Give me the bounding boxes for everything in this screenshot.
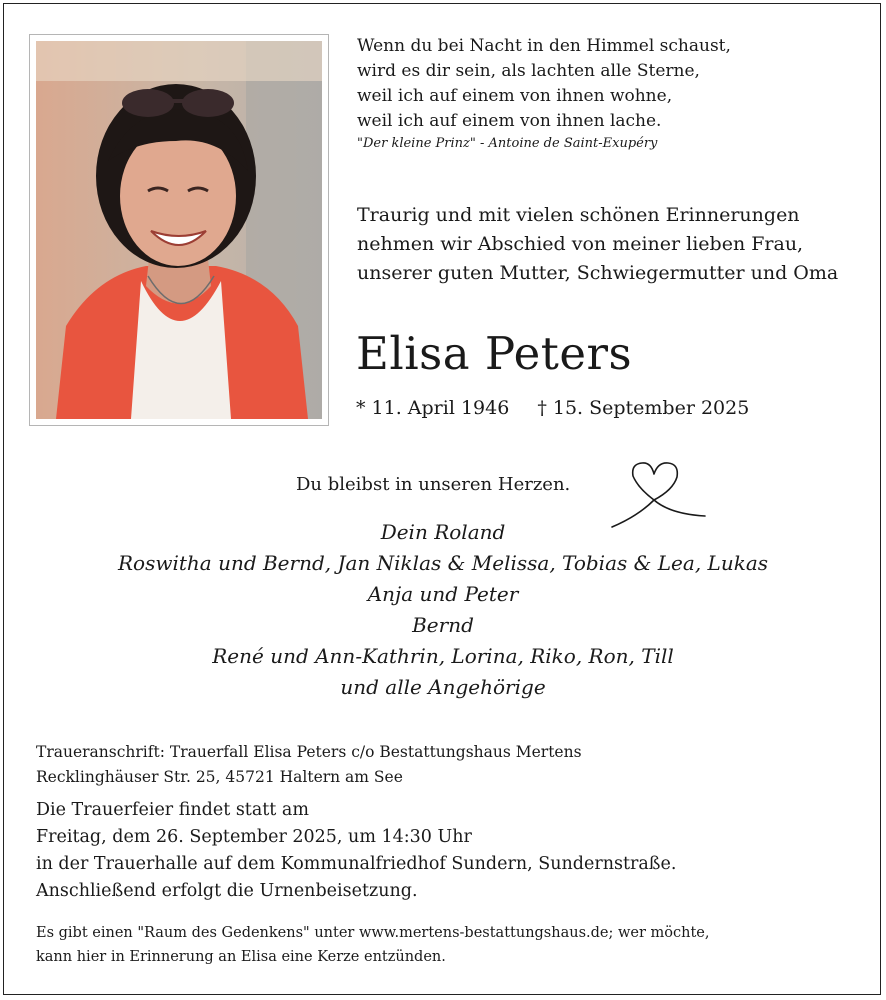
remembrance-line: kann hier in Erinnerung an Elisa eine Kerze entzünden. (36, 949, 446, 965)
address-line: Recklinghäuser Str. 25, 45721 Haltern am See (36, 768, 403, 786)
poem (357, 34, 731, 153)
birth-date: * 11. April 1946 (356, 397, 510, 419)
poem-line: wird es dir sein, als lachten alle Sterne, (357, 61, 700, 81)
portrait-illustration (36, 41, 322, 419)
deceased-name: Elisa Peters (356, 327, 633, 380)
portrait-photo (29, 34, 329, 426)
motto: Du bleibst in unseren Herzen. (296, 474, 571, 495)
signature-line: Anja und Peter (367, 582, 519, 606)
remembrance-line: Es gibt einen "Raum des Gedenkens" unter www.mertens-bestattungshaus.de; wer möchte, (36, 925, 710, 941)
funeral-service-info (36, 797, 676, 905)
service-line: Anschließend erfolgt die Urnenbeisetzung. (36, 881, 418, 901)
life-dates (356, 395, 749, 421)
signature-line: und alle Angehörige (340, 675, 546, 699)
signature-line: Roswitha und Bernd, Jan Niklas & Melissa, Tobias & Lea, Lukas (117, 551, 769, 575)
signature-line: Bernd (412, 613, 474, 637)
service-line: in der Trauerhalle auf dem Kommunalfriedhof Sundern, Sundernstraße. (36, 854, 677, 874)
intro-line: unserer guten Mutter, Schwiegermutter und Oma (357, 262, 839, 284)
service-line: Die Trauerfeier findet statt am (36, 800, 309, 820)
intro-text (357, 201, 838, 288)
poem-line: weil ich auf einem von ihnen wohne, (357, 86, 673, 106)
address-line: Traueranschrift: Trauerfall Elisa Peters c/o Bestattungshaus Mertens (36, 743, 582, 761)
death-date: † 15. September 2025 (537, 397, 750, 419)
signatures (40, 517, 846, 703)
service-line: Freitag, dem 26. September 2025, um 14:30 Uhr (36, 827, 472, 847)
signature-line: Dein Roland (380, 520, 506, 544)
poem-source: "Der kleine Prinz" - Antoine de Saint-Exupéry (357, 136, 658, 151)
signature-line: René und Ann-Kathrin, Lorina, Riko, Ron, Till (212, 644, 674, 668)
remembrance-info (36, 921, 709, 969)
intro-line: nehmen wir Abschied von meiner lieben Frau, (357, 233, 804, 255)
intro-line: Traurig und mit vielen schönen Erinnerungen (357, 204, 800, 226)
mourning-address (36, 740, 582, 790)
poem-line: Wenn du bei Nacht in den Himmel schaust, (357, 36, 731, 56)
poem-line: weil ich auf einem von ihnen lache. (357, 111, 662, 131)
